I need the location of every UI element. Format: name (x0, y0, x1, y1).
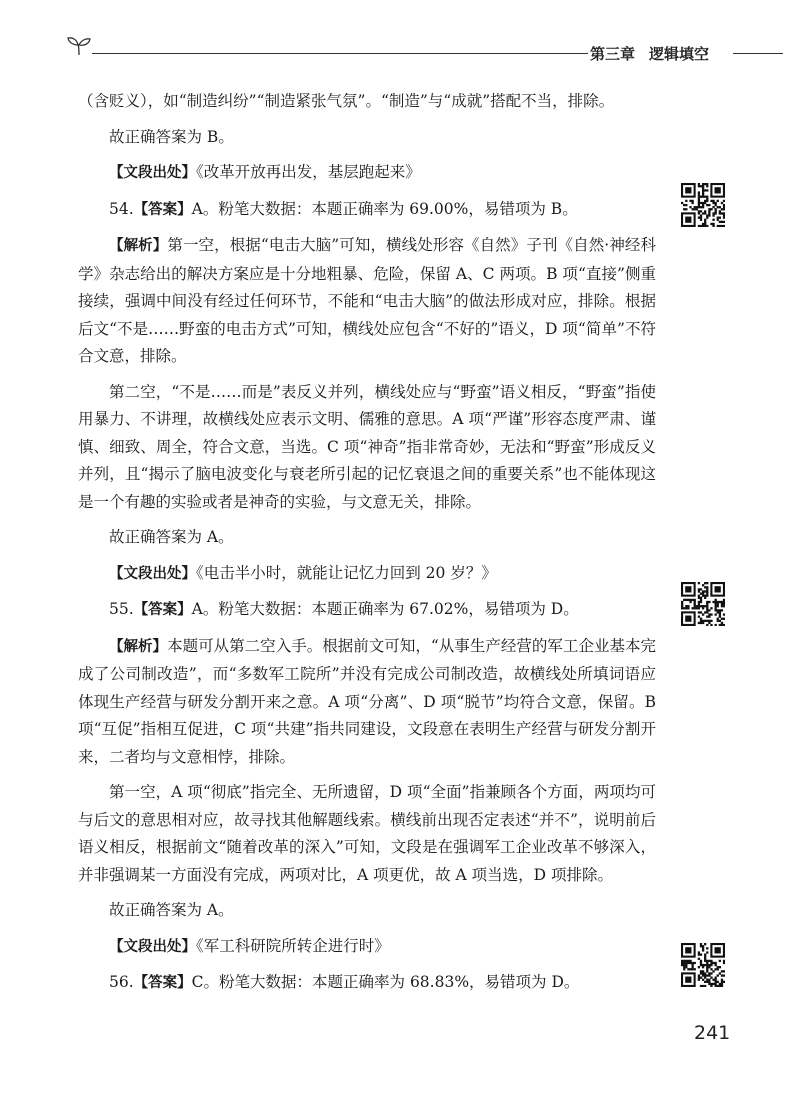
paragraph-text: 故正确答案为 A。 (109, 528, 234, 546)
section-label: 【解析】 (109, 238, 168, 254)
chapter-number: 第三章 (590, 45, 636, 63)
main-text (78, 88, 656, 1006)
paragraph-text: 56. (109, 973, 134, 991)
header-rule-left (92, 53, 588, 54)
header-rule-right (733, 53, 783, 54)
qr-code-icon[interactable] (681, 943, 725, 987)
section-label: 【文段出处】 (109, 165, 196, 181)
page-header (0, 0, 800, 63)
paragraph-text: 55. (109, 600, 134, 618)
sprout-icon (66, 36, 92, 56)
paragraph-text: C。粉笔大数据：本题正确率为 68.83%，易错项为 D。 (191, 973, 580, 991)
paragraph (78, 159, 656, 188)
paragraph-text: 第一空，根据“电击大脑”可知，横线处形容《自然》子刊《自然·神经科学》杂志给出的解决方案应是十分地粗暴、危险，保留 A、C 两项。B 项“直接”侧重接续，强调中间没有经过任何环节，不能和“电击大脑”的做法形成对应，排除。根据后文“不是……野蛮的电击方式”可知，横线处应包含“不好的”语义，D 项“简单”不符合文意，排除。 (78, 236, 656, 365)
paragraph (78, 897, 656, 925)
paragraph-text: 第一空，A 项“彻底”指完全、无所遗留，D 项“全面”指兼顾各个方面，两项均可与后文的意思相对应，故寻找其他解题线索。横线前出现否定表述“并不”，说明前后语义相反，根据前文“随着改革的深入”可知，文段是在强调军工企业改革不够深入，并非强调某一方面没有完成，两项对比，A 项更优，故 A 项当选，D 项排除。 (78, 783, 656, 884)
qr-code-icon[interactable] (681, 183, 725, 227)
qr-code-icon[interactable] (681, 582, 725, 626)
paragraph-text: A。粉笔大数据：本题正确率为 69.00%，易错项为 B。 (191, 199, 578, 218)
chapter-heading (590, 43, 709, 64)
paragraph (78, 524, 656, 552)
paragraph (78, 969, 656, 998)
section-label: 【解析】 (109, 638, 168, 655)
paragraph (78, 88, 656, 116)
paragraph-text: 《军工科研院所转企进行时》 (196, 936, 390, 955)
paragraph-text: 本题可从第二空入手。根据前文可知，“从事生产经营的军工企业基本完成了公司制改造”，而“多数军工院所”并没有完成公司制改造，故横线处所填词语应体现生产经营与研发分割开来之意。A 项“分离”、D 项“脱节”均符合文意，保留。B 项“互促”指相互促进，C 项“共建”指共同建设，文段意在表明生产经营与研发分割开来，二者均与文意相悖，排除。 (78, 636, 657, 766)
section-label: 【文段出处】 (109, 938, 196, 955)
paragraph-text: 54. (109, 199, 134, 218)
paragraph-text: 故正确答案为 B。 (109, 127, 234, 146)
paragraph-text: 《电击半小时，就能让记忆力回到 20 岁？》 (196, 563, 497, 582)
paragraph (78, 124, 656, 152)
paragraph (78, 633, 656, 772)
paragraph-text: 第二空，“不是……而是”表反义并列，横线处应与“野蛮”语义相反，“野蛮”指使用暴力、不讲理，故横线处应表示文明、儒雅的意思。A 项“严谨”形容态度严肃、谨慎、细致、周全，符合文意，当选。C 项“神奇”指非常奇妙，无法和“野蛮”形成反义并列，且“揭示了脑电波变化与衰老所引起的记忆衰退之间的重要关系”也不能体现这是一个有趣的实验或者是神奇的实验，与文意无关，排除。 (78, 382, 656, 511)
section-label: 【答案】 (133, 602, 192, 618)
paragraph (78, 232, 656, 371)
chapter-title: 逻辑填空 (649, 45, 710, 63)
paragraph (78, 560, 656, 589)
paragraph (78, 779, 656, 889)
page-number: 241 (694, 1022, 731, 1044)
section-label: 【文段出处】 (109, 565, 196, 582)
paragraph (78, 379, 656, 517)
paragraph-text: A。粉笔大数据：本题正确率为 67.02%，易错项为 D。 (191, 600, 579, 618)
paragraph (78, 596, 656, 625)
paragraph-text: （含贬义），如“制造纠纷”“制造紧张气氛”。“制造”与“成就”搭配不当，排除。 (78, 92, 615, 110)
section-label: 【答案】 (133, 975, 192, 991)
paragraph (78, 196, 656, 225)
paragraph (78, 933, 656, 962)
paragraph-text: 《改革开放再出发，基层跑起来》 (196, 163, 421, 181)
section-label: 【答案】 (133, 201, 192, 218)
paragraph-text: 故正确答案为 A。 (109, 901, 234, 919)
